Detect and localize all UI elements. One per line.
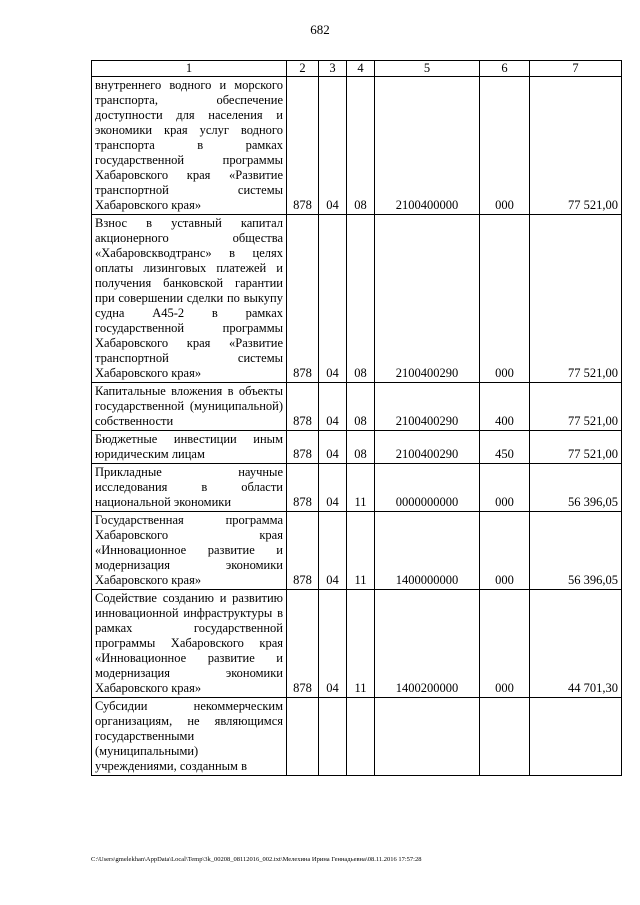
subsection-code: 11	[347, 512, 375, 590]
subsection-code	[347, 698, 375, 776]
amount: 77 521,00	[530, 383, 622, 431]
ministry-code: 878	[287, 383, 319, 431]
target-article-code: 1400000000	[375, 512, 480, 590]
row-description: Бюджетные инвестиции иным юридическим лицам	[92, 431, 287, 464]
table-row	[92, 383, 622, 431]
table-row	[92, 698, 622, 776]
ministry-code: 878	[287, 512, 319, 590]
budget-table	[91, 60, 622, 776]
expense-type-code: 400	[480, 383, 530, 431]
target-article-code	[375, 698, 480, 776]
row-description: Субсидии некоммерческим организациям, не являющимся государственными (муниципальными) учреждениями, созданным в	[92, 698, 287, 776]
expense-type-code: 000	[480, 215, 530, 383]
section-code: 04	[319, 431, 347, 464]
ministry-code: 878	[287, 77, 319, 215]
column-header: 6	[480, 61, 530, 77]
table-row	[92, 590, 622, 698]
table-row	[92, 512, 622, 590]
subsection-code: 08	[347, 383, 375, 431]
subsection-code: 08	[347, 431, 375, 464]
ministry-code: 878	[287, 464, 319, 512]
amount: 77 521,00	[530, 215, 622, 383]
expense-type-code: 000	[480, 464, 530, 512]
row-description: Капитальные вложения в объекты государственной (муниципальной) собственности	[92, 383, 287, 431]
target-article-code: 2100400290	[375, 383, 480, 431]
expense-type-code: 000	[480, 512, 530, 590]
amount	[530, 698, 622, 776]
expense-type-code: 450	[480, 431, 530, 464]
target-article-code: 1400200000	[375, 590, 480, 698]
ministry-code: 878	[287, 590, 319, 698]
row-description: Содействие созданию и развитию инновационной инфраструктуры в рамках государственной программы Хабаровского края «Инновационное развитие и модернизация экономики Хабаровского края»	[92, 590, 287, 698]
amount: 44 701,30	[530, 590, 622, 698]
column-header: 5	[375, 61, 480, 77]
section-code: 04	[319, 590, 347, 698]
table-row	[92, 215, 622, 383]
page-number: 682	[310, 22, 330, 37]
ministry-code: 878	[287, 215, 319, 383]
section-code: 04	[319, 77, 347, 215]
row-description: Государственная программа Хабаровского края «Инновационное развитие и модернизация экономики Хабаровского края»	[92, 512, 287, 590]
section-code: 04	[319, 464, 347, 512]
row-description: Взнос в уставный капитал акционерного общества «Хабаровскводтранс» в целях оплаты лизинговых платежей и получения банковской гарантии при совершении сделки по выкупу судна А45-2 в рамках государственной программы Хабаровского края «Развитие транспортной системы Хабаровского края»	[92, 215, 287, 383]
section-code	[319, 698, 347, 776]
table-header-row	[92, 61, 622, 77]
file-path-footer: C:\Users\gmelekhan\AppData\Local\Temp\3k_00208_08112016_002.txt\Мелехина Ирина Геннадьевна\08.11.2016 17:57:28	[91, 856, 422, 863]
expense-type-code: 000	[480, 77, 530, 215]
target-article-code: 2100400290	[375, 215, 480, 383]
amount: 77 521,00	[530, 431, 622, 464]
target-article-code: 0000000000	[375, 464, 480, 512]
target-article-code: 2100400290	[375, 431, 480, 464]
column-header: 3	[319, 61, 347, 77]
column-header: 4	[347, 61, 375, 77]
subsection-code: 08	[347, 77, 375, 215]
section-code: 04	[319, 215, 347, 383]
column-header: 1	[92, 61, 287, 77]
expense-type-code	[480, 698, 530, 776]
subsection-code: 11	[347, 590, 375, 698]
amount: 56 396,05	[530, 464, 622, 512]
ministry-code	[287, 698, 319, 776]
amount: 77 521,00	[530, 77, 622, 215]
section-code: 04	[319, 383, 347, 431]
ministry-code: 878	[287, 431, 319, 464]
subsection-code: 11	[347, 464, 375, 512]
table-row	[92, 431, 622, 464]
target-article-code: 2100400000	[375, 77, 480, 215]
subsection-code: 08	[347, 215, 375, 383]
column-header: 2	[287, 61, 319, 77]
expense-type-code: 000	[480, 590, 530, 698]
table-row	[92, 77, 622, 215]
row-description: внутреннего водного и морского транспорта, обеспечение доступности для населения и экономики края услуг водного транспорта в рамках государственной программы Хабаровского края «Развитие транспортной системы Хабаровского края»	[92, 77, 287, 215]
column-header: 7	[530, 61, 622, 77]
row-description: Прикладные научные исследования в области национальной экономики	[92, 464, 287, 512]
section-code: 04	[319, 512, 347, 590]
table-row	[92, 464, 622, 512]
amount: 56 396,05	[530, 512, 622, 590]
